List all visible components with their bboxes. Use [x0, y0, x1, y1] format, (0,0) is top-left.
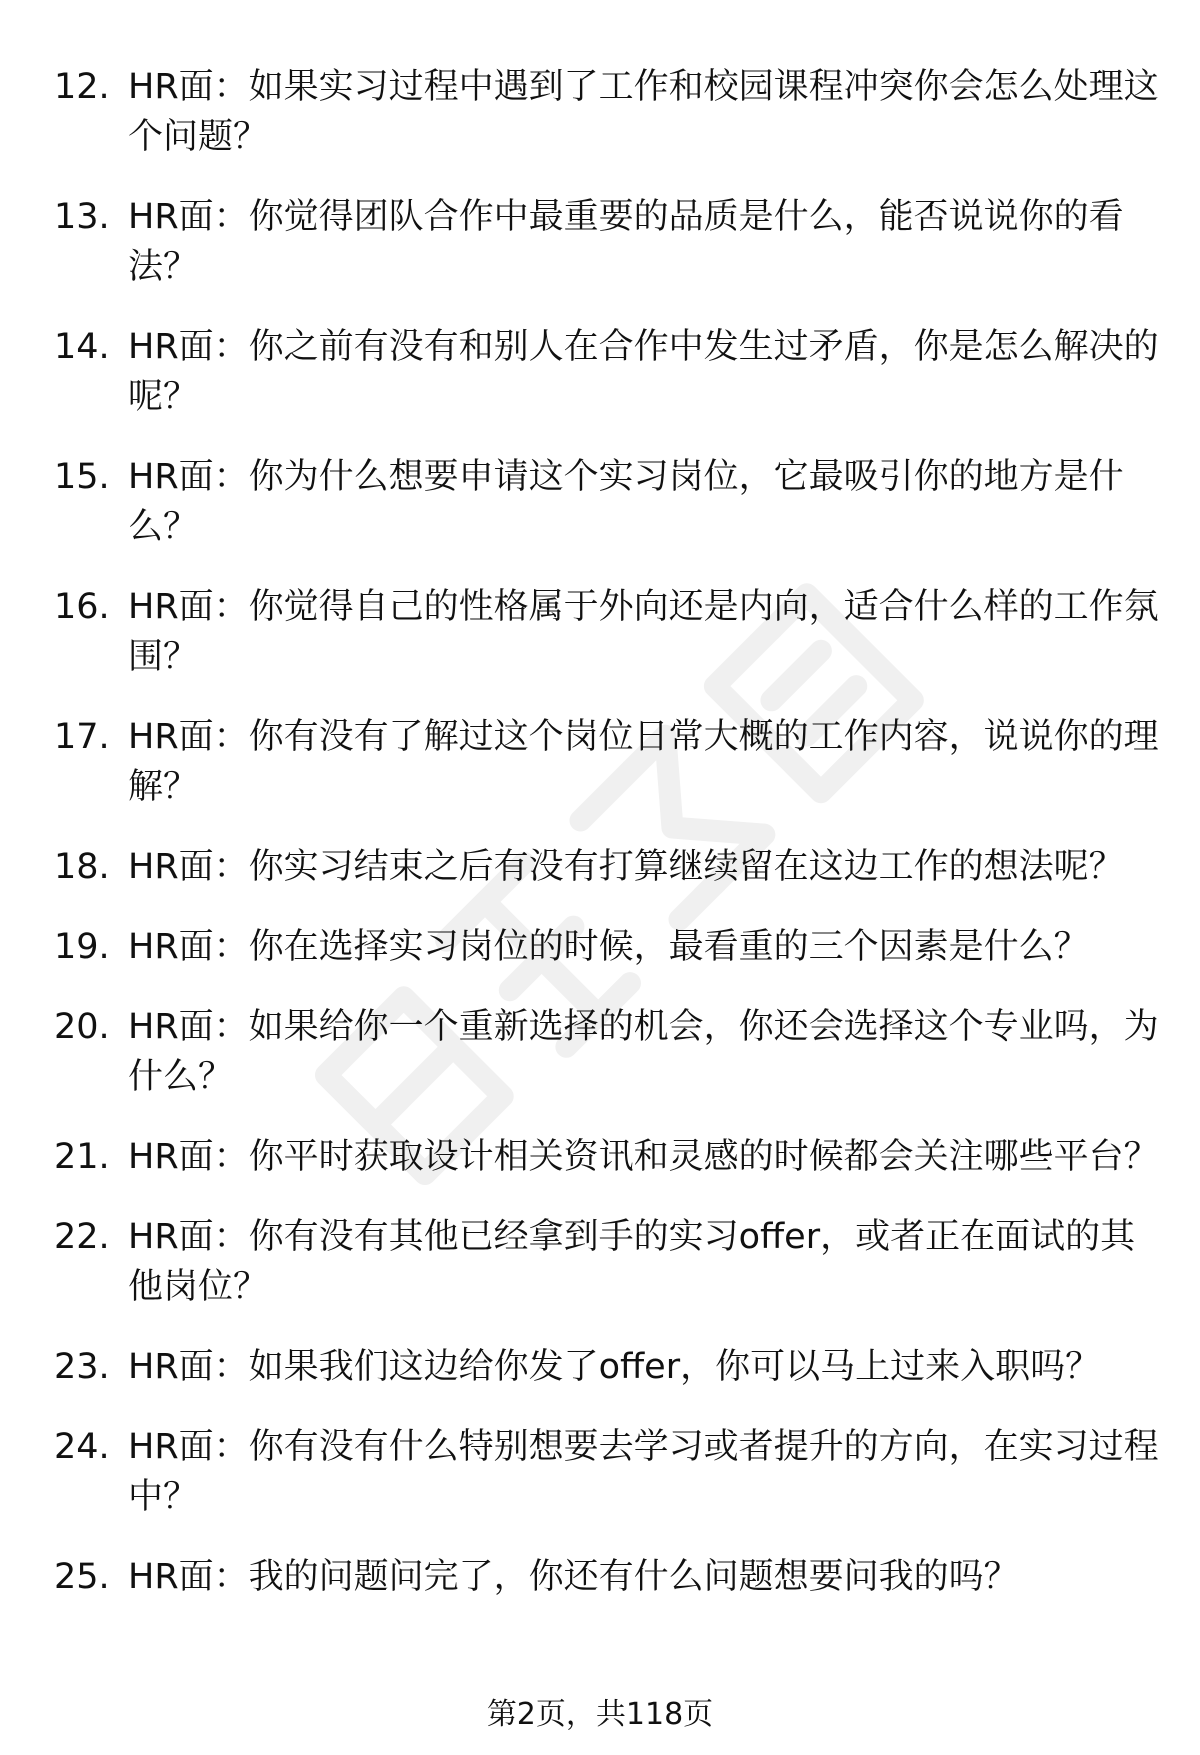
question-list — [0, 62, 1200, 1632]
question-number: 20. — [54, 1007, 110, 1047]
page-footer: 第2页，共118页 — [486, 1697, 714, 1732]
list-item — [0, 192, 1200, 292]
question-number: 24. — [54, 1427, 110, 1467]
question-text: HR面：你为什么想要申请这个实习岗位，它最吸引你的地方是什么？ — [128, 457, 1124, 547]
question-number: 13. — [54, 197, 110, 237]
list-item — [0, 1212, 1200, 1312]
question-text: HR面：你有没有什么特别想要去学习或者提升的方向，在实习过程中？ — [128, 1427, 1159, 1517]
question-text: HR面：你有没有了解过这个岗位日常大概的工作内容，说说你的理解？ — [128, 717, 1159, 807]
question-number: 19. — [54, 927, 110, 967]
list-item — [0, 322, 1200, 422]
question-text: HR面：如果给你一个重新选择的机会，你还会选择这个专业吗，为什么？ — [128, 1007, 1159, 1097]
question-number: 25. — [54, 1557, 110, 1597]
question-text: HR面：如果实习过程中遇到了工作和校园课程冲突你会怎么处理这个问题？ — [128, 67, 1159, 157]
question-number: 12. — [54, 67, 110, 107]
question-number: 22. — [54, 1217, 110, 1257]
question-text: HR面：你平时获取设计相关资讯和灵感的时候都会关注哪些平台？ — [128, 1137, 1159, 1177]
question-number: 21. — [54, 1137, 110, 1177]
list-item — [0, 1002, 1200, 1102]
question-text: HR面：我的问题问完了，你还有什么问题想要问我的吗？ — [128, 1557, 1019, 1597]
list-item — [0, 62, 1200, 162]
question-text: HR面：如果我们这边给你发了offer，你可以马上过来入职吗？ — [128, 1347, 1101, 1387]
question-number: 15. — [54, 457, 110, 497]
question-number: 16. — [54, 587, 110, 627]
question-text: HR面：你实习结束之后有没有打算继续留在这边工作的想法呢？ — [128, 847, 1124, 887]
question-text: HR面：你之前有没有和别人在合作中发生过矛盾，你是怎么解决的呢？ — [128, 327, 1159, 417]
list-item — [0, 712, 1200, 812]
question-text: HR面：你觉得团队合作中最重要的品质是什么，能否说说你的看法？ — [128, 197, 1124, 287]
list-item — [0, 1552, 1200, 1602]
question-number: 17. — [54, 717, 110, 757]
question-text: HR面：你在选择实习岗位的时候，最看重的三个因素是什么？ — [128, 927, 1089, 967]
question-text: HR面：你觉得自己的性格属于外向还是内向，适合什么样的工作氛围？ — [128, 587, 1159, 677]
list-item — [0, 582, 1200, 682]
question-number: 23. — [54, 1347, 110, 1387]
list-item — [0, 1342, 1200, 1392]
list-item — [0, 1132, 1200, 1182]
list-item — [0, 452, 1200, 552]
list-item — [0, 922, 1200, 972]
question-number: 18. — [54, 847, 110, 887]
list-item — [0, 842, 1200, 892]
question-text: HR面：你有没有其他已经拿到手的实习offer，或者正在面试的其他岗位？ — [128, 1217, 1136, 1307]
list-item — [0, 1422, 1200, 1522]
question-number: 14. — [54, 327, 110, 367]
